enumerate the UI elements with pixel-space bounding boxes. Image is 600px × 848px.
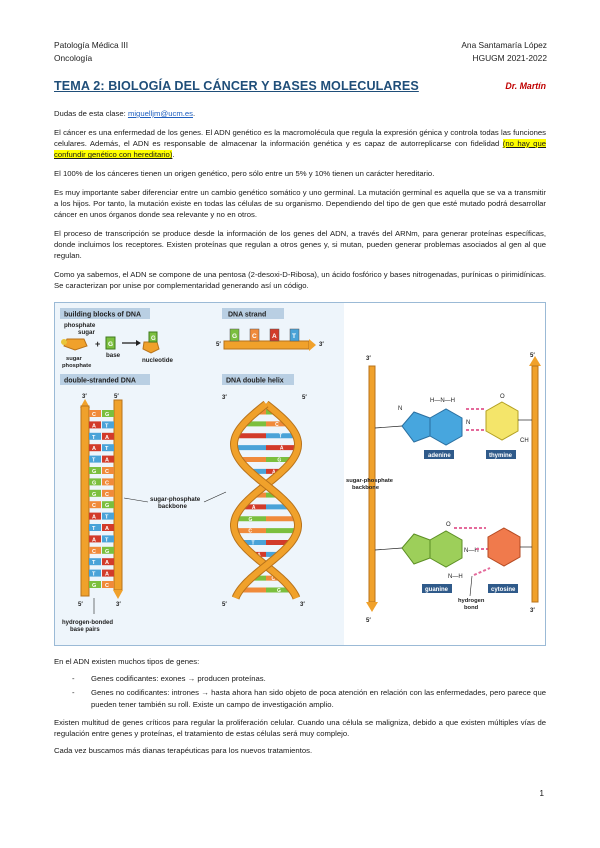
ladder-letter: C — [92, 412, 96, 418]
helix-letter: A — [279, 445, 284, 452]
ladder-letter: C — [105, 469, 109, 475]
chem-backbone-label: sugar-phosphate backbone — [346, 478, 394, 491]
helix-letter: C — [275, 421, 279, 428]
helix-letter: A — [257, 552, 261, 559]
ladder-letter: T — [105, 514, 109, 521]
subject-name: Oncología — [54, 52, 93, 63]
ladder-letter: A — [105, 560, 109, 567]
helix-letter: T — [279, 433, 283, 440]
paragraph-4: El proceso de transcripción se produce desde la información de los genes del ADN, a través del ARNm, para generar proteínas específicas, donde incluimos los receptores. Existen proteínas que regulan a otros genes y, si mutan, pueden generar problemas asociados al gen al que regulan. — [54, 228, 546, 261]
chem-right-backbone — [532, 366, 538, 602]
ladder-letter: T — [105, 423, 109, 430]
svg-text:CH: CH — [520, 438, 529, 444]
hydrogen-bond-label: hydrogen bond — [458, 598, 485, 611]
phosphate-dot — [61, 339, 67, 345]
page-header-right — [461, 39, 547, 64]
ladder-letter: G — [92, 491, 97, 498]
dna-structure-figure — [54, 302, 546, 646]
ladder-letter: T — [105, 537, 109, 544]
paragraph-8: Cada vez buscamos más dianas terapéuticas para los nuevos tratamientos. — [54, 746, 313, 756]
svg-text:3′: 3′ — [116, 602, 121, 608]
svg-text:5′: 5′ — [530, 353, 535, 359]
base-label: base — [106, 352, 121, 359]
svg-text:5′: 5′ — [302, 395, 307, 401]
ladder-left-backbone — [81, 406, 89, 596]
cytosine-label: cytosine — [491, 587, 516, 593]
strand-base-letter: T — [292, 333, 296, 340]
strand-base-letter: A — [272, 333, 277, 340]
adenine-label: adenine — [428, 453, 451, 459]
svg-text:3′: 3′ — [366, 356, 371, 362]
highlighted-note: (no hay que confundir genético con hereditario) — [54, 138, 547, 160]
double-stranded-label: double-stranded DNA — [64, 377, 136, 385]
ladder-letter: T — [92, 560, 96, 567]
ladder-letter: A — [105, 571, 109, 578]
strand-base-letter: C — [252, 333, 257, 340]
ladder-letter: A — [92, 423, 96, 430]
svg-text:3′: 3′ — [319, 342, 324, 348]
helix-letter: C — [248, 528, 252, 535]
ladder-letter: A — [92, 537, 96, 544]
strand-base-letter: G — [232, 333, 238, 340]
sugar-label: sugar — [78, 329, 95, 336]
helix-letter: A — [251, 504, 256, 511]
ladder-letter: A — [92, 446, 96, 453]
ladder-letter: A — [105, 457, 109, 464]
helix-letter: C — [271, 576, 276, 583]
doubts-line: Dudas de esta clase: miguelljm@ucm.es. — [54, 109, 196, 118]
svg-text:5′: 5′ — [216, 342, 221, 348]
svg-text:O: O — [500, 394, 505, 400]
paragraph-2: El 100% de los cánceres tienen un origen genético, pero sólo entre un 5% y 10% tienen un carácter hereditario. — [54, 168, 435, 178]
ladder-letter: G — [92, 469, 97, 475]
svg-text:N—H: N—H — [448, 574, 463, 580]
course-name: Patología Médica III — [54, 40, 129, 50]
phosphate-label: phosphate — [64, 322, 96, 329]
thymine-label: thymine — [489, 453, 513, 459]
svg-text:G: G — [108, 341, 114, 348]
email-link[interactable]: miguelljm@ucm.es — [127, 109, 193, 118]
list-item: - Genes codificantes: exones → producen proteínas. — [72, 674, 266, 684]
svg-text:3′: 3′ — [530, 608, 535, 614]
chem-left-backbone — [369, 366, 375, 602]
double-helix-label: DNA double helix — [226, 377, 284, 385]
paragraph-6: En el ADN existen muchos tipos de genes: — [54, 657, 200, 666]
ladder-letter: T — [105, 446, 109, 453]
plus-sign: + — [95, 339, 101, 349]
nucleotide-label: nucleotide — [142, 357, 173, 364]
svg-text:O: O — [446, 522, 451, 528]
guanine-label: guanine — [425, 587, 449, 593]
helix-letter: G — [276, 588, 281, 594]
hydrogen-bonded-label: hydrogen-bonded base pairs — [62, 620, 113, 633]
svg-text:G: G — [151, 336, 156, 342]
backbone-label: sugar-phosphate backbone — [150, 496, 201, 510]
svg-text:N: N — [398, 406, 403, 412]
dna-strand-label: DNA strand — [228, 311, 267, 319]
intro-text — [54, 108, 546, 299]
ladder-letter: T — [92, 571, 96, 578]
page-header-left — [54, 39, 128, 64]
ladder-letter: T — [92, 457, 96, 464]
ladder-letter: C — [105, 491, 109, 498]
ladder-letter: G — [105, 548, 110, 555]
ladder-letter: C — [105, 480, 109, 487]
genes-section — [54, 656, 546, 762]
svg-text:5′: 5′ — [114, 394, 119, 400]
ladder-letter: C — [92, 503, 96, 510]
strand-backbone — [224, 341, 309, 349]
ladder-letter: G — [105, 412, 110, 418]
ladder-letter: T — [92, 434, 96, 441]
ladder-letter: G — [92, 583, 97, 589]
hospital-year: HGUGM 2021-2022 — [472, 52, 547, 63]
paragraph-5: Como ya sabemos, el ADN se compone de una pentosa (2-desoxi-D-Ribosa), un ácido fosfórico y bases nitrogenadas, purínicas o pirimidínicas. Se caracterizan por unise por complementaridad generando así un código. — [54, 269, 546, 290]
svg-text:N: N — [466, 420, 471, 426]
sugar-phosphate-label: sugar phosphate — [62, 356, 92, 369]
svg-text:3′: 3′ — [300, 602, 305, 608]
helix-letter: T — [251, 540, 255, 547]
list-item: - Genes no codificantes: intrones → hasta ahora han sido objeto de poca atención en relación con las enfermedades, pero parece que pueden tener también su roll. Existe un campo de investigación amplio. — [72, 688, 546, 709]
ladder-letter: A — [105, 526, 109, 532]
ladder-letter: G — [92, 480, 97, 487]
svg-text:5′: 5′ — [366, 618, 371, 624]
helix-letter: G — [248, 516, 253, 523]
page-title: TEMA 2: BIOLOGÍA DEL CÁNCER Y BASES MOLECULARES — [54, 79, 419, 93]
svg-text:3′: 3′ — [82, 394, 87, 400]
ladder-letter: A — [92, 514, 96, 521]
ladder-letter: C — [92, 548, 96, 555]
ladder-letter: C — [105, 583, 109, 589]
ladder-letter: T — [92, 526, 96, 532]
helix-letter: G — [277, 457, 282, 464]
svg-text:N—H: N—H — [464, 548, 479, 554]
paragraph-3: Es muy importante saber diferenciar entre un cambio genético somático y uno germinal. La mutación germinal es aquella que se va a transmitir a los hijos. Por tanto, la mutación existe en todas las células de su organismo. Dependiendo del tipo de gen que esté mutado podrá desarrollar cáncer en unos órganos donde sea relevante y no en otros. — [54, 187, 546, 219]
svg-text:5′: 5′ — [78, 602, 83, 608]
helix-letter: A — [272, 469, 276, 476]
ladder-right-backbone — [114, 400, 122, 590]
svg-text:3′: 3′ — [222, 395, 227, 401]
paragraph-7: Existen multitud de genes críticos para regular la proliferación celular. Cuando una célula se maligniza, debido a que existen múltiples vías de regulación entre genes y proteínas, el tratamiento de estas células será muy complejo. — [54, 717, 546, 739]
svg-text:5′: 5′ — [222, 602, 227, 608]
lecturer-name: Dr. Martín — [505, 81, 546, 91]
student-name: Ana Santamaría López — [461, 40, 547, 50]
paragraph-1: El cáncer es una enfermedad de los genes. El ADN genético es la macromolécula que regula la expresión génica y controla todas las funciones celulares. Además, el ADN es responsable de almacenar la información genética y es capaz de autorreplicarse con fidelidad (no hay que confundir genético con hereditario). — [54, 127, 547, 160]
building-blocks-label: building blocks of DNA — [64, 311, 141, 319]
ladder-letter: A — [105, 434, 109, 441]
page-number: 1 — [539, 788, 544, 798]
svg-text:H—N—H: H—N—H — [430, 398, 455, 404]
gene-types-list — [54, 673, 546, 710]
ladder-letter: G — [105, 503, 110, 510]
